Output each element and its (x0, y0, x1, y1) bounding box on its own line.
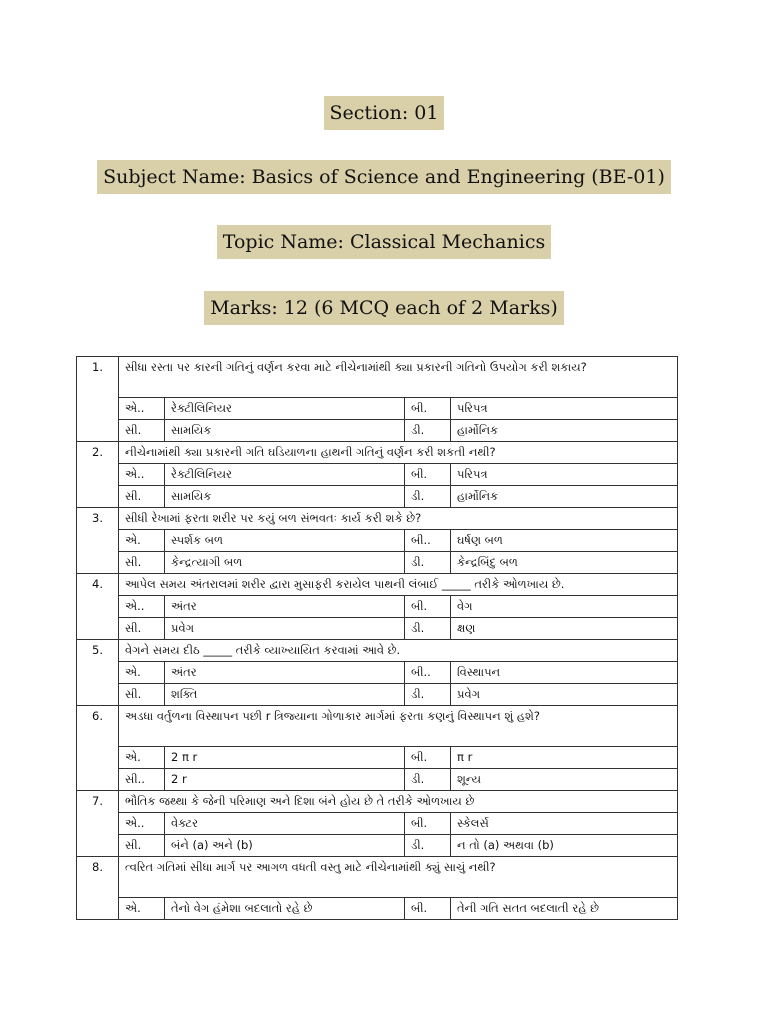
option-b-label: બી. (405, 898, 451, 920)
option-b-label: બી. (405, 813, 451, 835)
option-row (77, 420, 678, 442)
option-c-label: સી. (119, 552, 165, 574)
question-row (77, 791, 678, 813)
question-number: 3. (77, 508, 119, 574)
option-b: પરિપત્ર (451, 398, 678, 420)
mcq-table (76, 356, 678, 920)
option-a-label: એ.. (119, 398, 165, 420)
option-b-label: બી. (405, 747, 451, 769)
option-b: તેની ગતિ સતત બદલાતી રહે છે (451, 898, 678, 920)
subject-title: Subject Name: Basics of Science and Engineering (BE-01) (97, 160, 671, 194)
section-heading (0, 96, 768, 130)
option-row (77, 898, 678, 920)
question-row (77, 640, 678, 662)
option-a: સ્પર્શક બળ (165, 530, 405, 552)
option-row (77, 530, 678, 552)
option-b: પરિપત્ર (451, 464, 678, 486)
option-c: શક્તિ (165, 684, 405, 706)
option-row (77, 552, 678, 574)
question-number: 4. (77, 574, 119, 640)
question-number: 1. (77, 357, 119, 442)
question-row (77, 706, 678, 747)
option-row (77, 813, 678, 835)
option-d-label: ડી. (405, 835, 451, 857)
question-row (77, 508, 678, 530)
option-row (77, 662, 678, 684)
option-d: ન તો (a) અથવા (b) (451, 835, 678, 857)
option-b: π r (451, 747, 678, 769)
question-text: આપેલ સમય અંતરાલમાં શરીર દ્વારા મુસાફરી કરાયેલ પાથની લંબાઈ _____ તરીકે ઓળખાય છે. (119, 574, 678, 596)
option-a-label: એ. (119, 530, 165, 552)
option-c: બંને (a) અને (b) (165, 835, 405, 857)
option-b-label: બી. (405, 398, 451, 420)
option-c: પ્રવેગ (165, 618, 405, 640)
option-b: ઘર્ષણ બળ (451, 530, 678, 552)
question-row (77, 357, 678, 398)
option-a: તેનો વેગ હંમેશા બદલાતો રહે છે (165, 898, 405, 920)
option-row (77, 769, 678, 791)
question-text: ત્વરિત ગતિમાં સીધા માર્ગ પર આગળ વધતી વસ્તુ માટે નીચેનામાંથી ક્યું સાચું નથી? (119, 857, 678, 898)
option-b-label: બી. (405, 596, 451, 618)
topic-title: Topic Name: Classical Mechanics (217, 225, 551, 259)
option-a-label: એ.. (119, 813, 165, 835)
question-row (77, 442, 678, 464)
option-c-label: સી. (119, 420, 165, 442)
option-c-label: સી. (119, 618, 165, 640)
option-a: 2 π r (165, 747, 405, 769)
option-b: વિસ્થાપન (451, 662, 678, 684)
option-d-label: ડી. (405, 420, 451, 442)
question-number: 2. (77, 442, 119, 508)
question-text: સીધા રસ્તા પર કારની ગતિનું વર્ણન કરવા માટે નીચેનામાંથી ક્યા પ્રકારની ગતિનો ઉપયોગ કરી શકાય? (119, 357, 678, 398)
option-b: સ્કેલર્સ (451, 813, 678, 835)
option-row (77, 618, 678, 640)
option-b-label: બી.. (405, 662, 451, 684)
option-c-label: સી. (119, 835, 165, 857)
option-a: રેક્ટીલિનિયર (165, 464, 405, 486)
option-row (77, 835, 678, 857)
option-d-label: ડી. (405, 618, 451, 640)
question-number: 8. (77, 857, 119, 920)
option-c-label: સી.. (119, 769, 165, 791)
option-a-label: એ.. (119, 596, 165, 618)
option-c: સામયિક (165, 420, 405, 442)
option-a: વેક્ટર (165, 813, 405, 835)
option-row (77, 684, 678, 706)
question-text: વેગને સમય દીઠ _____ તરીકે વ્યાખ્યાયિત કરવામાં આવે છે. (119, 640, 678, 662)
option-d-label: ડી. (405, 552, 451, 574)
option-c-label: સી. (119, 486, 165, 508)
option-d-label: ડી. (405, 486, 451, 508)
option-c: 2 r (165, 769, 405, 791)
option-b-label: બી. (405, 464, 451, 486)
option-d: શૂન્ય (451, 769, 678, 791)
option-c: કેન્દ્રત્યાગી બળ (165, 552, 405, 574)
option-d: હાર્મોનિક (451, 486, 678, 508)
option-a-label: એ. (119, 898, 165, 920)
option-a-label: એ. (119, 662, 165, 684)
option-d: પ્રવેગ (451, 684, 678, 706)
option-a: રેક્ટીલિનિયર (165, 398, 405, 420)
question-number: 6. (77, 706, 119, 791)
option-d-label: ડી. (405, 684, 451, 706)
option-d: હાર્મોનિક (451, 420, 678, 442)
question-text: અડધા વર્તુળના વિસ્થાપન પછી r ત્રિજ્યાના ગોળાકાર માર્ગમાં ફરતા કણનું વિસ્થાપન શું હશે? (119, 706, 678, 747)
option-d: ક્ષણ (451, 618, 678, 640)
option-b: વેગ (451, 596, 678, 618)
option-row (77, 596, 678, 618)
question-row (77, 857, 678, 898)
option-a-label: એ.. (119, 464, 165, 486)
subject-heading (0, 160, 768, 194)
option-row (77, 464, 678, 486)
topic-heading (0, 225, 768, 259)
marks-heading (0, 291, 768, 325)
option-row (77, 747, 678, 769)
question-number: 7. (77, 791, 119, 857)
option-a: અંતર (165, 596, 405, 618)
option-a: અંતર (165, 662, 405, 684)
option-d: કેન્દ્રબિંદુ બળ (451, 552, 678, 574)
section-title: Section: 01 (324, 96, 445, 130)
question-text: નીચેનામાંથી ક્યા પ્રકારની ગતિ ઘડિયાળના હાથની ગતિનું વર્ણન કરી શકતી નથી? (119, 442, 678, 464)
option-row (77, 486, 678, 508)
marks-title: Marks: 12 (6 MCQ each of 2 Marks) (204, 291, 564, 325)
option-b-label: બી.. (405, 530, 451, 552)
option-row (77, 398, 678, 420)
question-text: ભૌતિક જથ્થા કે જેની પરિમાણ અને દિશા બંને હોય છે તે તરીકે ઓળખાય છે (119, 791, 678, 813)
option-c: સામયિક (165, 486, 405, 508)
option-a-label: એ. (119, 747, 165, 769)
question-text: સીધી રેખામાં ફરતા શરીર પર કયું બળ સંભવતઃ કાર્ય કરી શકે છે? (119, 508, 678, 530)
option-c-label: સી. (119, 684, 165, 706)
question-number: 5. (77, 640, 119, 706)
option-d-label: ડી. (405, 769, 451, 791)
question-row (77, 574, 678, 596)
